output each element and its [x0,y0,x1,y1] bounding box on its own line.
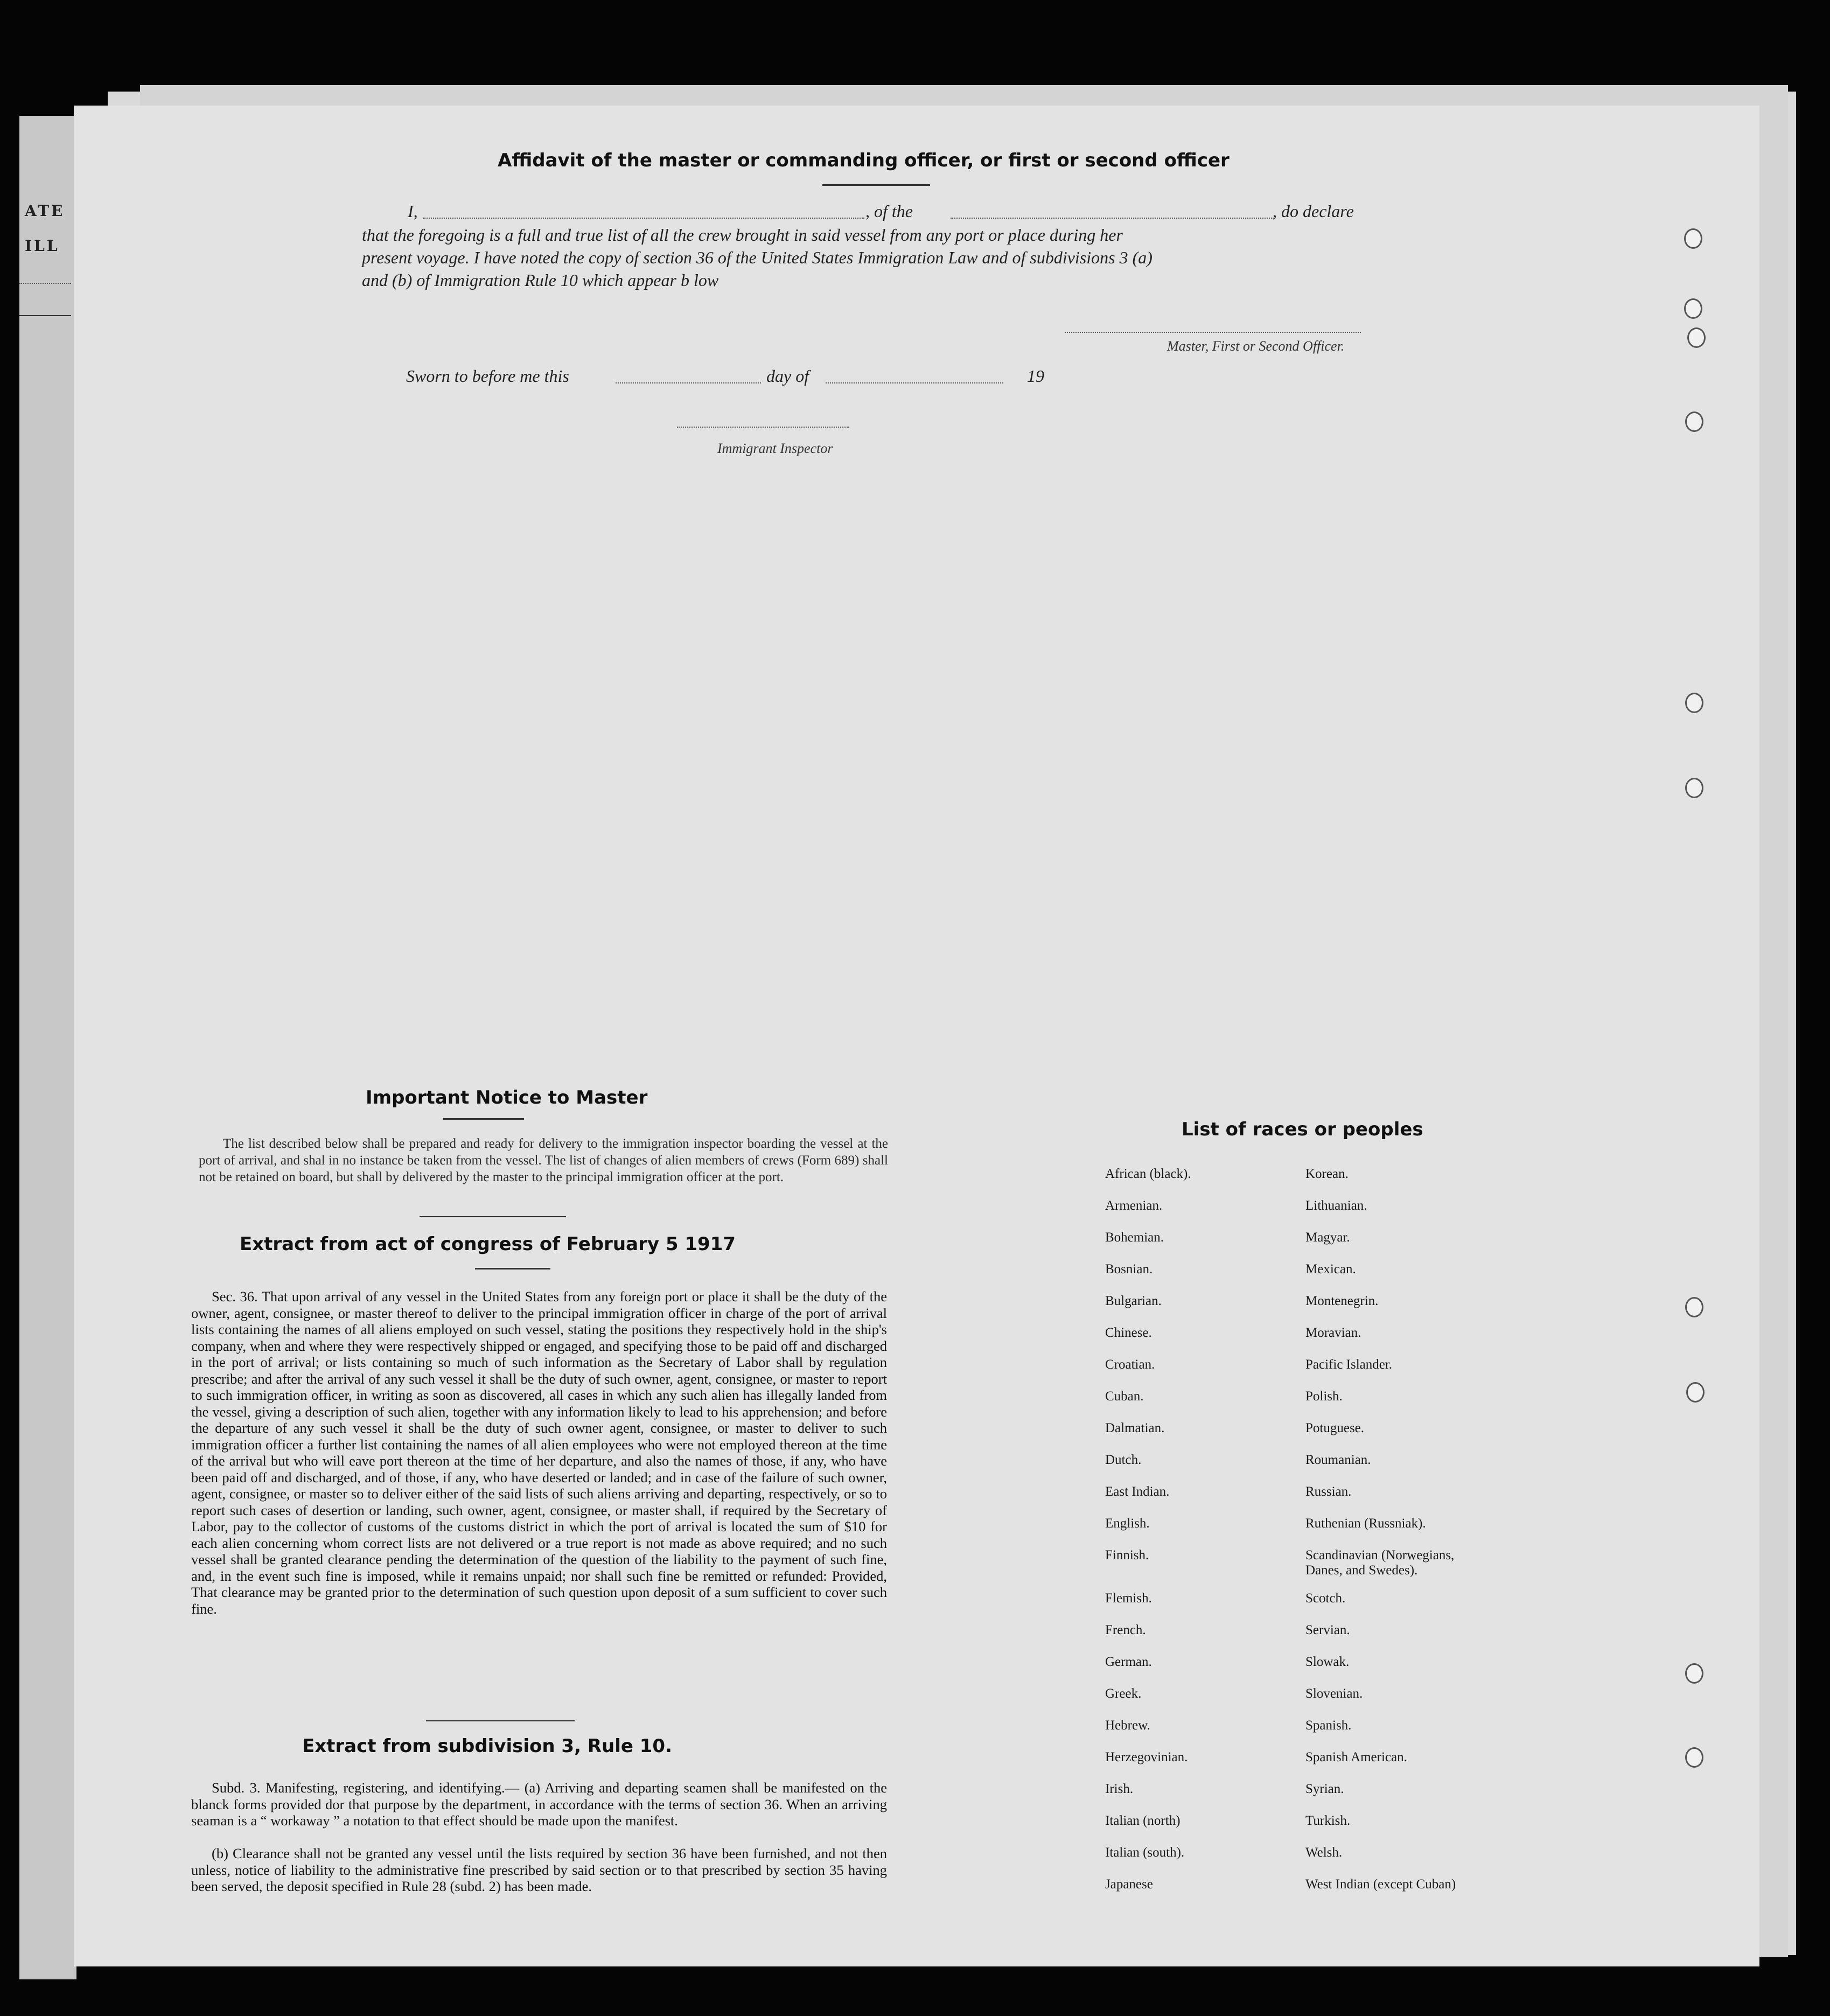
race-item: Spanish. [1305,1718,1352,1733]
race-item: Croatian. [1105,1357,1155,1372]
rule-text-b: (b) Clearance shall not be granted any vessel until the lists required by section 36 have been furnished, and not then unless, notice of liability to the administrative fine prescribed by said section or to that prescribed by section 35 having been served, the deposit specified in Rule 28 (subd. 2) has been made. [191,1845,887,1894]
race-item: African (black). [1105,1167,1191,1181]
race-item: German. [1105,1655,1152,1669]
races-heading: List of races or peoples [1182,1119,1423,1140]
manifest-page [74,106,1759,1966]
punch-hole [1684,298,1702,319]
punch-hole [1685,1663,1703,1684]
sworn-year: 19 [1027,366,1044,386]
race-item: Syrian. [1305,1782,1344,1796]
act-text: Sec. 36. That upon arrival of any vessel in the United States from any foreign port or place it shall be the duty of the owner, agent, consignee, or master thereof to deliver to the principal immigration officer in charge of the port of arrival lists containing the names of all aliens employed on such vessel, stating the positions they respectively hold in the ship's company, when and where they were respectively shipped or engaged, and specifying those to be paid off and discharged in the port of arrival; or lists containing so much of such information as the Secretary of Labor shall by regulation prescribe; and after the arrival of any such vessel it shall be the duty of such owner, agent, consignee, or master to report to such immigration officer, in writing as soon as discovered, all cases in which any such alien has illegally landed from the vessel, giving a description of such alien, together with any information likely to lead to his apprehension; and before the departure of any such vessel it shall be the duty of such owner agent, consignee, or master to deliver to such immigration officer a further list containing the names of all alien employees who were not employed thereon at the time of the arrival but who will eave port thereon at the time of her departure, and also the names of those, if any, who have been paid off and discharged, and of those, if any, who have deserted or landed; and in case of the failure of such owner, agent, consignee, or master so to deliver either of the said lists of such aliens arriving and departing, respectively, or so to report such cases of desertion or landing, such owner, agent, consignee, or master shall, if required by the Secretary of Labor, pay to the collector of customs of the customs district in which the port of arrival is located the sum of $10 for each alien concerning whom correct lists are not delivered or a true report is not made as above required; and no such vessel shall be granted clearance pending the determination of the question of the liability to the payment of such fine, and, in the event such fine is imposed, while it remains unpaid; nor shall such fine be remitted or refunded: Provided, That clearance may be granted prior to the determination of such question upon deposit of a sum sufficient to cover such fine. [191,1288,887,1617]
punch-hole [1686,1382,1705,1403]
race-item: Bulgarian. [1105,1294,1162,1308]
left-margin-strip [19,116,76,1979]
affidavit-line-i: I, [408,201,418,221]
race-item: Scotch. [1305,1591,1346,1606]
affidavit-heading: Affidavit of the master or commanding officer, or first or second officer [498,150,1230,171]
punch-hole [1685,1747,1703,1768]
notice-text: The list described below shall be prepared and ready for delivery to the immigration inspector boarding the vessel at the port of arrival, and shal in no instance be taken from the vessel. The list of changes of alien members of crews (Form 689) shall not be retained on board, but shall by delivered by the master to the principal immigration officer at the port. [199,1136,888,1184]
sworn-day-field[interactable] [616,382,761,383]
affidavit-line: present voyage. I have noted the copy of section 36 of the United States Immigration Law and of subdivisions 3 (a) [362,248,1153,267]
race-item: Pacific Islander. [1305,1357,1393,1372]
race-item: Greek. [1105,1686,1142,1701]
race-item: Armenian. [1105,1198,1163,1213]
race-item: Cuban. [1105,1389,1144,1404]
race-item: Lithuanian. [1305,1198,1367,1213]
sworn-month-field[interactable] [826,382,1003,383]
affidavit-line: and (b) of Immigration Rule 10 which appear b low [362,270,719,290]
punch-hole [1687,327,1706,348]
race-item: Hebrew. [1105,1718,1150,1733]
sworn-day-of: day of [766,366,809,386]
affidavit-line: that the foregoing is a full and true list of all the crew brought in said vessel from any port or place during her [362,225,1123,245]
race-item: Potuguese. [1305,1421,1365,1435]
punch-hole [1684,228,1702,249]
race-item: Servian. [1305,1623,1350,1637]
race-item: Moravian. [1305,1326,1361,1340]
act-heading: Extract from act of congress of February 5 1917 [240,1233,736,1255]
inspector-label: Immigrant Inspector [717,441,833,456]
race-item: Flemish. [1105,1591,1152,1606]
race-item: Slowak. [1305,1655,1350,1669]
race-item: Herzegovinian. [1105,1750,1188,1764]
race-item: Montenegrin. [1305,1294,1379,1308]
race-item: Turkish. [1305,1813,1351,1828]
race-item: Polish. [1305,1389,1343,1404]
punch-hole [1685,693,1703,713]
punch-hole [1685,778,1703,798]
affidavit-line-of-the: , of the [865,201,913,221]
race-item: Chinese. [1105,1326,1152,1340]
margin-text: ATE [25,202,65,220]
race-item: Bosnian. [1105,1262,1153,1276]
race-item: West Indian (except Cuban) [1305,1877,1456,1892]
race-item: Irish. [1105,1782,1134,1796]
inspector-signature-field[interactable] [677,427,849,428]
race-item: Mexican. [1305,1262,1356,1276]
race-item: English. [1105,1516,1150,1531]
race-item: Italian (south). [1105,1845,1185,1860]
master-signature-label: Master, First or Second Officer. [1167,338,1345,354]
vessel-field[interactable] [951,218,1274,219]
race-item: Dutch. [1105,1453,1142,1467]
rule-text-a: Subd. 3. Manifesting, registering, and identifying.— (a) Arriving and departing seamen shall be manifested on the blanck forms provided dor that purpose by the department, in accordance with the terms of section 36. When an arriving seaman is a “ workaway ” a notation to that effect should be made upon the manifest. [191,1780,887,1829]
margin-text: ILL [25,237,60,255]
punch-hole [1685,1297,1703,1317]
race-item: Slovenian. [1305,1686,1363,1701]
rule-heading: Extract from subdivision 3, Rule 10. [302,1735,673,1757]
race-item: Magyar. [1305,1230,1350,1245]
punch-hole [1685,411,1703,432]
race-item: Russian. [1305,1484,1352,1499]
race-item: French. [1105,1623,1146,1637]
race-item: Welsh. [1305,1845,1343,1860]
race-item: Italian (north) [1105,1813,1181,1828]
name-field[interactable] [423,218,864,219]
sworn-text: Sworn to before me this [406,366,569,386]
race-item: Roumanian. [1305,1453,1371,1467]
race-item: Dalmatian. [1105,1421,1165,1435]
race-item: Bohemian. [1105,1230,1164,1245]
race-item: Ruthenian (Russniak). [1305,1516,1426,1531]
notice-heading: Important Notice to Master [366,1087,648,1108]
affidavit-line-declare: , do declare [1273,201,1354,221]
race-item: Scandinavian (Norwegians, Danes, and Swedes). [1305,1548,1455,1578]
race-item: East Indian. [1105,1484,1170,1499]
master-signature-field[interactable] [1065,332,1361,333]
race-item: Spanish American. [1305,1750,1407,1764]
race-item: Japanese [1105,1877,1153,1892]
race-item: Finnish. [1105,1548,1149,1562]
race-item: Korean. [1305,1167,1349,1181]
